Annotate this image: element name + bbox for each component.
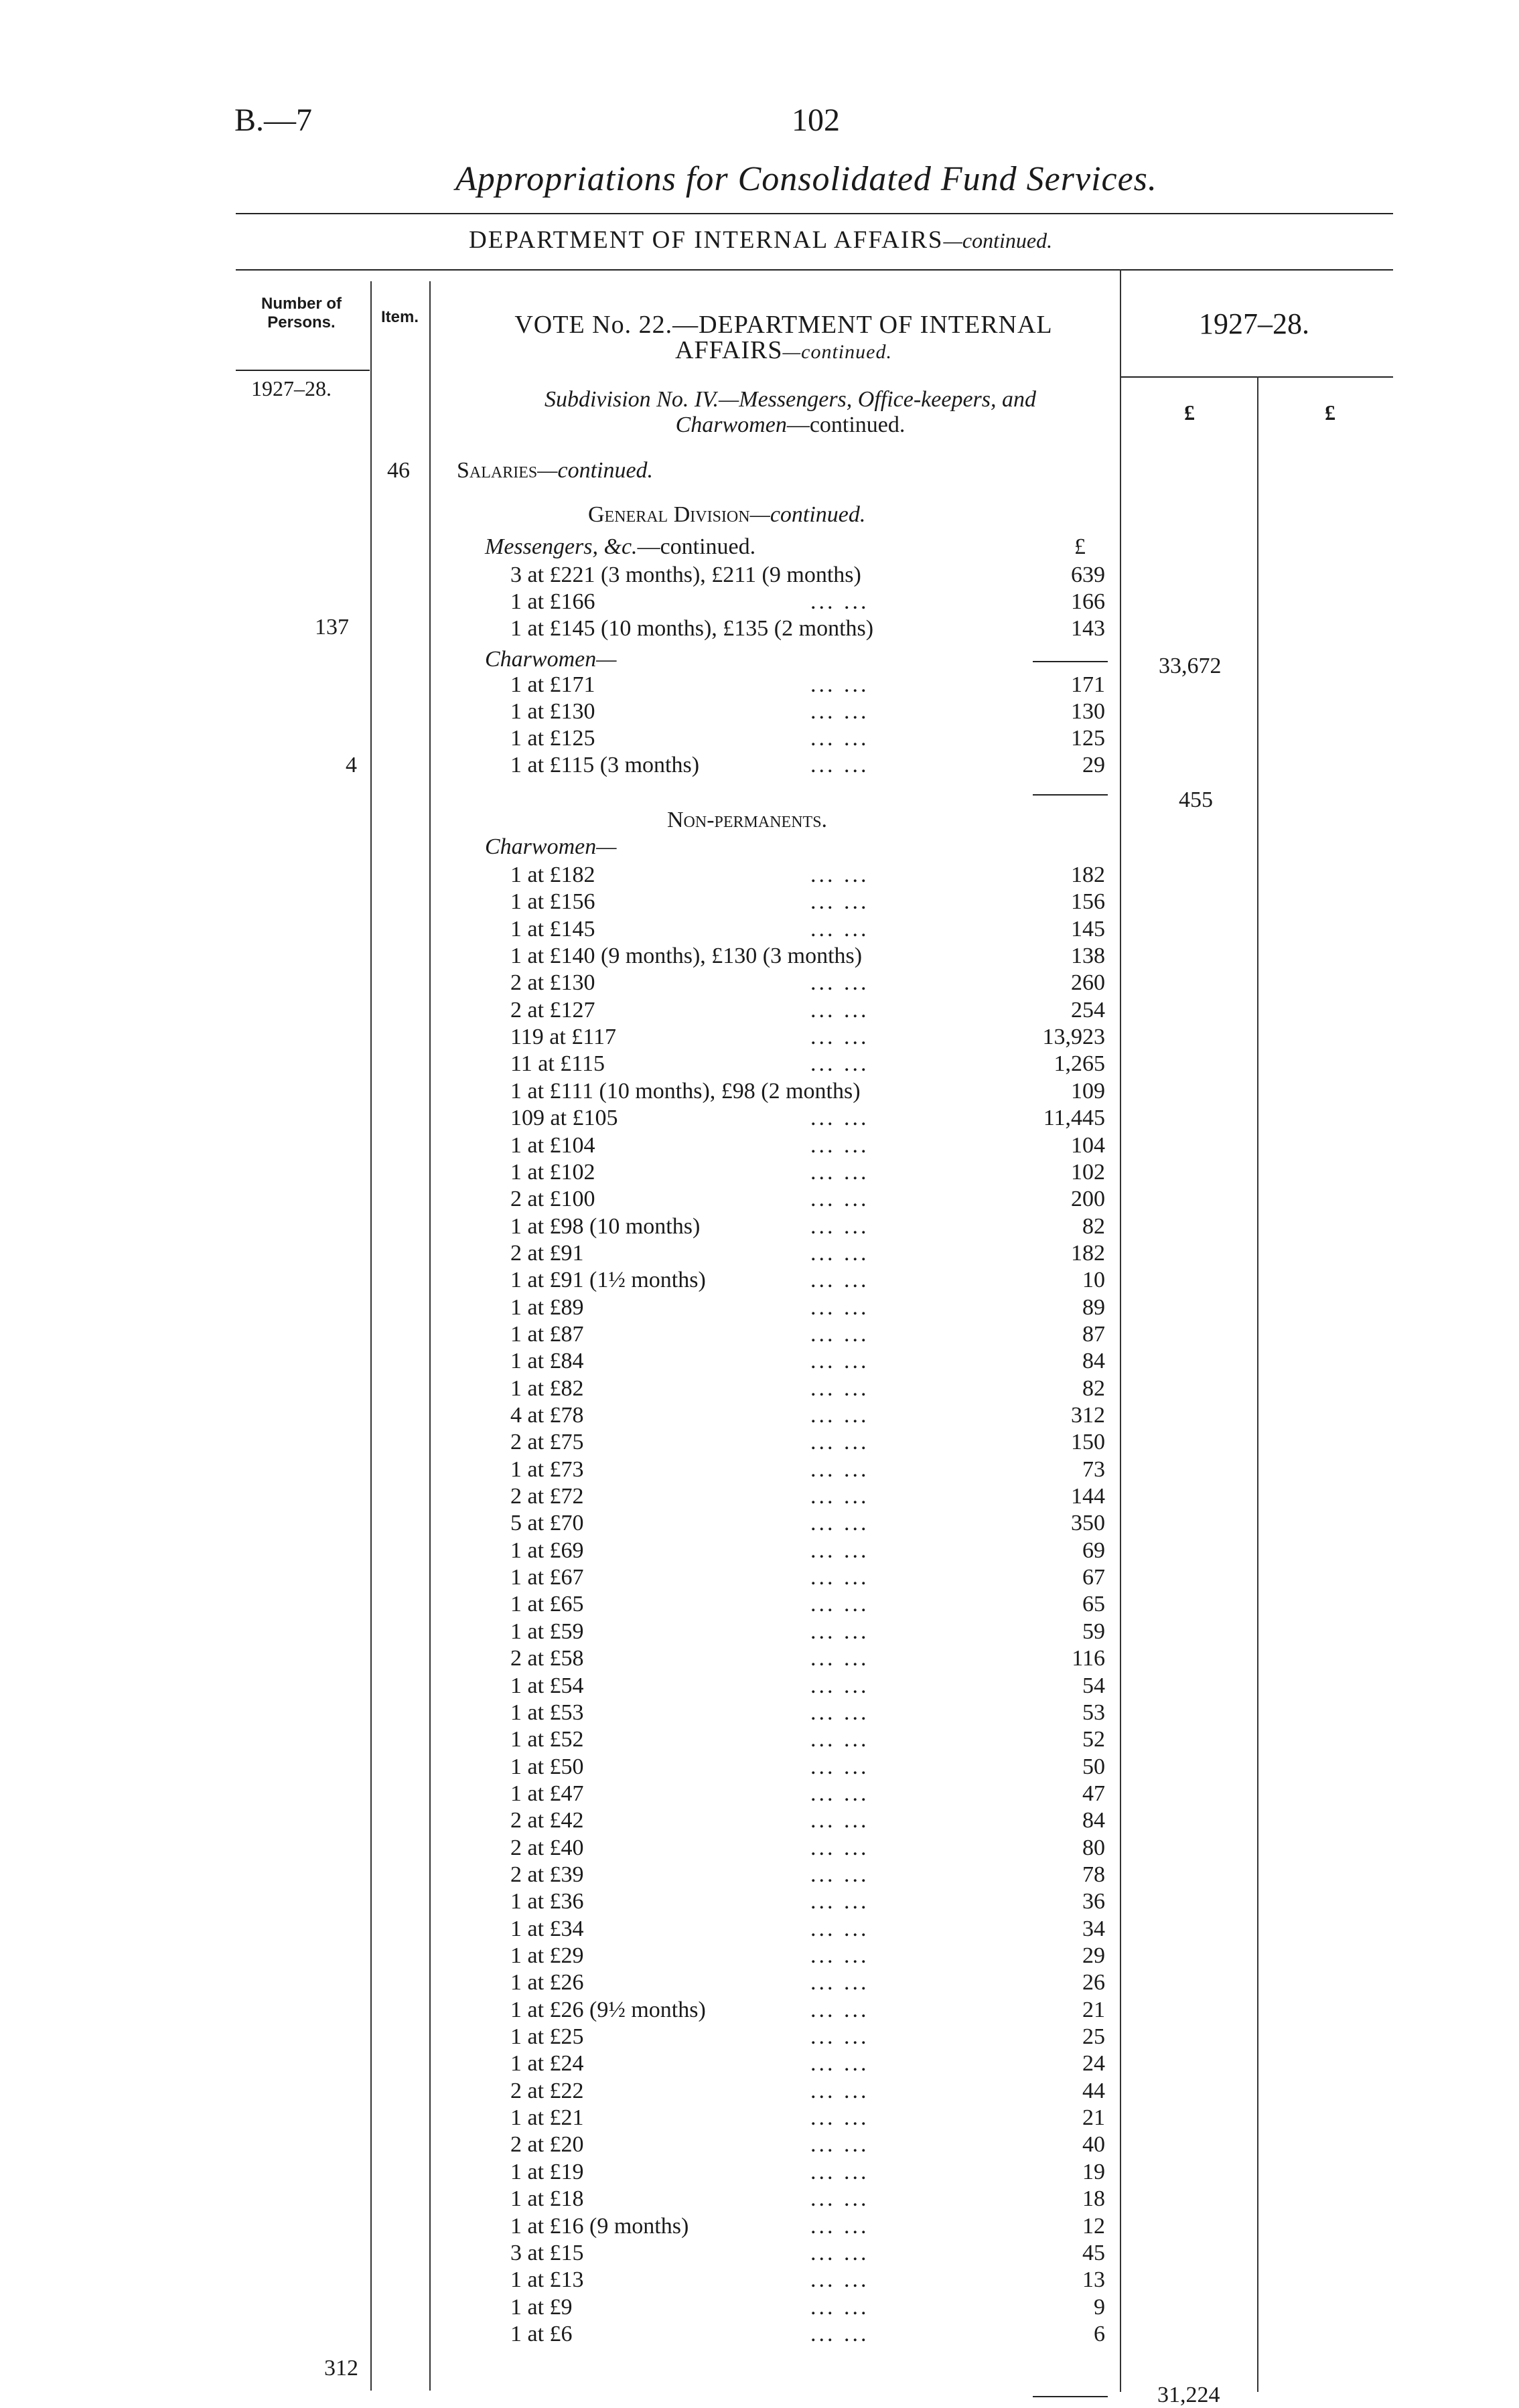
entry-amount: 25 bbox=[1082, 2024, 1105, 2050]
entry-text: 1 at £52 bbox=[510, 1727, 584, 1752]
entry-amount: 6 bbox=[1094, 2321, 1105, 2346]
subtotal-column-line bbox=[1257, 376, 1258, 2392]
entry-text: 3 at £15 bbox=[510, 2240, 584, 2265]
page-title: Appropriations for Consolidated Fund Services. bbox=[455, 160, 1157, 198]
entry-amount: 40 bbox=[1082, 2132, 1105, 2158]
entry-amount: 78 bbox=[1082, 1862, 1105, 1887]
entry-amount: 350 bbox=[1071, 1511, 1105, 1536]
messengers-total: 33,672 bbox=[1159, 654, 1222, 678]
entry-amount: 69 bbox=[1082, 1537, 1105, 1563]
persons-heading-rule bbox=[236, 370, 370, 371]
entry-amount: 104 bbox=[1071, 1132, 1105, 1158]
entry-text: 2 at £42 bbox=[510, 1808, 584, 1833]
entry-text: 1 at £111 (10 months), £98 (2 months) bbox=[510, 1078, 861, 1104]
charwomen-persons: 4 bbox=[346, 753, 357, 777]
entry-amount: 10 bbox=[1082, 1268, 1105, 1293]
entry-amount: 52 bbox=[1082, 1727, 1105, 1752]
entry-text: 2 at £91 bbox=[510, 1240, 584, 1266]
leader-dots: ... ... bbox=[810, 1240, 869, 1266]
entry-text: 1 at £9 bbox=[510, 2294, 573, 2320]
entry-text: 1 at £166 bbox=[510, 589, 595, 614]
leader-dots: ... ... bbox=[810, 1294, 869, 1320]
entry-text: 119 at £117 bbox=[510, 1025, 617, 1050]
leader-dots: ... ... bbox=[810, 1321, 869, 1347]
entry-text: 3 at £221 (3 months), £211 (9 months) bbox=[510, 562, 861, 587]
leader-dots: ... ... bbox=[810, 1403, 869, 1428]
entry-text: 2 at £72 bbox=[510, 1484, 584, 1509]
entry-amount: 145 bbox=[1071, 916, 1105, 942]
leader-dots: ... ... bbox=[810, 2105, 869, 2131]
entry-text: 1 at £29 bbox=[510, 1943, 584, 1968]
entry-amount: 156 bbox=[1071, 889, 1105, 915]
entry-amount: 254 bbox=[1071, 997, 1105, 1023]
subdivision-heading: Subdivision No. IV.—Messengers, Office-keepers, and Charwomen—continued. bbox=[544, 387, 1037, 437]
leader-dots: ... ... bbox=[810, 1592, 869, 1617]
entry-text: 109 at £105 bbox=[510, 1106, 618, 1131]
entry-text: 1 at £26 (9½ months) bbox=[510, 1997, 706, 2022]
entry-text: 2 at £39 bbox=[510, 1862, 584, 1887]
entry-amount: 171 bbox=[1071, 672, 1105, 697]
entry-amount: 182 bbox=[1071, 862, 1105, 887]
leader-dots: ... ... bbox=[810, 970, 869, 996]
charwomen-sum-rule bbox=[1033, 794, 1108, 796]
leader-dots: ... ... bbox=[810, 1375, 869, 1401]
charwomen-total: 455 bbox=[1179, 787, 1213, 812]
leader-dots: ... ... bbox=[810, 753, 869, 777]
entry-amount: 34 bbox=[1082, 1916, 1105, 1941]
entry-amount: 45 bbox=[1082, 2240, 1105, 2265]
leader-dots: ... ... bbox=[810, 1430, 869, 1455]
entry-text: 1 at £73 bbox=[510, 1456, 584, 1482]
entry-amount: 87 bbox=[1082, 1321, 1105, 1347]
entry-text: 1 at £145 (10 months), £135 (2 months) bbox=[510, 616, 874, 641]
number-of-persons-heading: Number of Persons. bbox=[261, 295, 342, 331]
entry-amount: 80 bbox=[1082, 1835, 1105, 1860]
entry-text: 2 at £130 bbox=[510, 970, 595, 996]
entry-amount: 125 bbox=[1071, 726, 1105, 751]
entry-amount: 19 bbox=[1082, 2159, 1105, 2184]
entry-amount: 24 bbox=[1082, 2051, 1105, 2077]
entry-text: 1 at £98 (10 months) bbox=[510, 1213, 701, 1239]
page-reference: B.—7 bbox=[234, 102, 313, 138]
entry-text: 1 at £145 bbox=[510, 916, 595, 942]
entry-amount: 639 bbox=[1071, 562, 1105, 587]
entry-amount: 200 bbox=[1071, 1187, 1105, 1212]
entry-amount: 29 bbox=[1082, 1943, 1105, 1968]
entry-amount: 54 bbox=[1082, 1673, 1105, 1698]
leader-dots: ... ... bbox=[810, 1511, 869, 1536]
entry-text: 1 at £36 bbox=[510, 1889, 584, 1914]
leader-dots: ... ... bbox=[810, 2186, 869, 2212]
entry-amount: 89 bbox=[1082, 1294, 1105, 1320]
entry-amount: 65 bbox=[1082, 1592, 1105, 1617]
non-permanents-total: 31,224 bbox=[1157, 2383, 1220, 2407]
leader-dots: ... ... bbox=[810, 1835, 869, 1860]
entry-text: 1 at £18 bbox=[510, 2186, 584, 2212]
entry-amount: 21 bbox=[1082, 1997, 1105, 2022]
entry-amount: 150 bbox=[1071, 1430, 1105, 1455]
entry-text: 2 at £58 bbox=[510, 1646, 584, 1671]
entry-text: 1 at £47 bbox=[510, 1781, 584, 1806]
entry-text: 5 at £70 bbox=[510, 1511, 584, 1536]
leader-dots: ... ... bbox=[810, 726, 869, 751]
entry-amount: 47 bbox=[1082, 1781, 1105, 1806]
entry-text: 1 at £34 bbox=[510, 1916, 584, 1941]
entry-amount: 26 bbox=[1082, 1970, 1105, 1996]
leader-dots: ... ... bbox=[810, 2078, 869, 2103]
entry-amount: 12 bbox=[1082, 2213, 1105, 2239]
leader-dots: ... ... bbox=[810, 589, 869, 614]
messengers-heading: Messengers, &c.—continued. bbox=[485, 534, 756, 559]
entry-amount: 143 bbox=[1071, 616, 1105, 641]
entry-amount: 29 bbox=[1082, 753, 1105, 777]
leader-dots: ... ... bbox=[810, 672, 869, 697]
entry-text: 1 at £82 bbox=[510, 1375, 584, 1401]
leader-dots: ... ... bbox=[810, 2213, 869, 2239]
entry-amount: 21 bbox=[1082, 2105, 1105, 2131]
year-heading: 1927–28. bbox=[1199, 307, 1309, 340]
entry-text: 2 at £75 bbox=[510, 1430, 584, 1455]
entry-text: 1 at £115 (3 months) bbox=[510, 753, 700, 777]
leader-dots: ... ... bbox=[810, 1565, 869, 1590]
leader-dots: ... ... bbox=[810, 1754, 869, 1779]
entry-amount: 82 bbox=[1082, 1375, 1105, 1401]
leader-dots: ... ... bbox=[810, 2240, 869, 2265]
leader-dots: ... ... bbox=[810, 2267, 869, 2293]
entry-text: 1 at £21 bbox=[510, 2105, 584, 2131]
amount-column-line bbox=[1120, 269, 1121, 2392]
leader-dots: ... ... bbox=[810, 1808, 869, 1833]
entry-amount: 67 bbox=[1082, 1565, 1105, 1590]
entry-text: 2 at £100 bbox=[510, 1187, 595, 1212]
entry-amount: 1,265 bbox=[1054, 1051, 1105, 1077]
leader-dots: ... ... bbox=[810, 1537, 869, 1563]
entry-text: 1 at £65 bbox=[510, 1592, 584, 1617]
item-number: 46 bbox=[387, 458, 410, 483]
entry-amount: 260 bbox=[1071, 970, 1105, 996]
leader-dots: ... ... bbox=[810, 1051, 869, 1077]
entry-text: 1 at £19 bbox=[510, 2159, 584, 2184]
messengers-persons: 137 bbox=[315, 615, 349, 639]
leader-dots: ... ... bbox=[810, 1187, 869, 1212]
leader-dots: ... ... bbox=[810, 1106, 869, 1131]
messengers-pound-sign: £ bbox=[1074, 534, 1086, 559]
leader-dots: ... ... bbox=[810, 1159, 869, 1185]
entry-amount: 130 bbox=[1071, 699, 1105, 724]
entry-text: 1 at £16 (9 months) bbox=[510, 2213, 689, 2239]
leader-dots: ... ... bbox=[810, 1781, 869, 1806]
leader-dots: ... ... bbox=[810, 2051, 869, 2077]
page-number: 102 bbox=[792, 102, 840, 138]
entry-amount: 36 bbox=[1082, 1889, 1105, 1914]
entry-amount: 73 bbox=[1082, 1456, 1105, 1482]
entry-text: 1 at £102 bbox=[510, 1159, 595, 1185]
vote-title: VOTE No. 22.—DEPARTMENT OF INTERNAL AFFAIRS—continued. bbox=[514, 311, 1053, 364]
entry-amount: 18 bbox=[1082, 2186, 1105, 2212]
entry-text: 1 at £125 bbox=[510, 726, 595, 751]
entry-text: 11 at £115 bbox=[510, 1051, 605, 1077]
entry-text: 1 at £13 bbox=[510, 2267, 584, 2293]
pound-column-b: £ bbox=[1325, 400, 1335, 425]
entry-text: 1 at £67 bbox=[510, 1565, 584, 1590]
entry-amount: 166 bbox=[1071, 589, 1105, 614]
persons-year: 1927–28. bbox=[251, 376, 332, 400]
entry-text: 1 at £54 bbox=[510, 1673, 584, 1698]
non-permanents-heading: Non-permanents. bbox=[667, 808, 828, 832]
entry-amount: 84 bbox=[1082, 1808, 1105, 1833]
entry-text: 1 at £182 bbox=[510, 862, 595, 887]
entry-amount: 13,923 bbox=[1042, 1025, 1105, 1050]
persons-column-line bbox=[370, 281, 372, 2391]
entry-text: 2 at £20 bbox=[510, 2132, 584, 2158]
entry-amount: 44 bbox=[1082, 2078, 1105, 2103]
leader-dots: ... ... bbox=[810, 2159, 869, 2184]
entry-amount: 116 bbox=[1072, 1646, 1105, 1671]
entry-text: 1 at £84 bbox=[510, 1349, 584, 1374]
leader-dots: ... ... bbox=[810, 916, 869, 942]
pound-column-a: £ bbox=[1184, 400, 1195, 425]
entry-text: 1 at £171 bbox=[510, 672, 595, 697]
entry-text: 1 at £50 bbox=[510, 1754, 584, 1779]
entry-amount: 84 bbox=[1082, 1349, 1105, 1374]
item-heading: Item. bbox=[380, 308, 419, 326]
leader-dots: ... ... bbox=[810, 2024, 869, 2050]
charwomen-heading: Charwomen— bbox=[485, 647, 617, 672]
entry-amount: 109 bbox=[1071, 1078, 1105, 1104]
entry-amount: 312 bbox=[1071, 1403, 1105, 1428]
non-permanents-persons: 312 bbox=[324, 2356, 358, 2381]
entry-amount: 144 bbox=[1071, 1484, 1105, 1509]
item-column-line bbox=[429, 281, 431, 2391]
leader-dots: ... ... bbox=[810, 997, 869, 1023]
entry-text: 1 at £130 bbox=[510, 699, 595, 724]
department-heading: DEPARTMENT OF INTERNAL AFFAIRS—continued. bbox=[469, 226, 1053, 254]
messengers-sum-rule bbox=[1033, 661, 1108, 662]
entry-amount: 9 bbox=[1094, 2294, 1105, 2320]
entry-text: 1 at £89 bbox=[510, 1294, 584, 1320]
entry-amount: 82 bbox=[1082, 1213, 1105, 1239]
leader-dots: ... ... bbox=[810, 862, 869, 887]
leader-dots: ... ... bbox=[810, 2132, 869, 2158]
entry-text: 1 at £6 bbox=[510, 2321, 573, 2346]
entry-text: 1 at £91 (1½ months) bbox=[510, 1268, 706, 1293]
entry-amount: 138 bbox=[1071, 944, 1105, 969]
entry-text: 1 at £59 bbox=[510, 1619, 584, 1644]
entry-text: 4 at £78 bbox=[510, 1403, 584, 1428]
leader-dots: ... ... bbox=[810, 2321, 869, 2346]
leader-dots: ... ... bbox=[810, 1132, 869, 1158]
entry-amount: 50 bbox=[1082, 1754, 1105, 1779]
entry-amount: 182 bbox=[1071, 1240, 1105, 1266]
entry-text: 1 at £53 bbox=[510, 1700, 584, 1725]
leader-dots: ... ... bbox=[810, 1619, 869, 1644]
entry-text: 1 at £26 bbox=[510, 1970, 584, 1996]
leader-dots: ... ... bbox=[810, 1025, 869, 1050]
entry-text: 2 at £40 bbox=[510, 1835, 584, 1860]
leader-dots: ... ... bbox=[810, 889, 869, 915]
leader-dots: ... ... bbox=[810, 2294, 869, 2320]
entry-text: 1 at £87 bbox=[510, 1321, 584, 1347]
salaries-heading: Salaries—continued. bbox=[457, 458, 654, 483]
entry-amount: 11,445 bbox=[1043, 1106, 1105, 1131]
leader-dots: ... ... bbox=[810, 1862, 869, 1887]
entry-amount: 53 bbox=[1082, 1700, 1105, 1725]
leader-dots: ... ... bbox=[810, 699, 869, 724]
leader-dots: ... ... bbox=[810, 1727, 869, 1752]
leader-dots: ... ... bbox=[810, 1646, 869, 1671]
entry-amount: 59 bbox=[1082, 1619, 1105, 1644]
leader-dots: ... ... bbox=[810, 1456, 869, 1482]
entry-text: 1 at £140 (9 months), £130 (3 months) bbox=[510, 944, 863, 969]
leader-dots: ... ... bbox=[810, 1943, 869, 1968]
leader-dots: ... ... bbox=[810, 1889, 869, 1914]
leader-dots: ... ... bbox=[810, 1673, 869, 1698]
entry-text: 1 at £104 bbox=[510, 1132, 595, 1158]
leader-dots: ... ... bbox=[810, 1997, 869, 2022]
entry-amount: 13 bbox=[1082, 2267, 1105, 2293]
entry-text: 2 at £22 bbox=[510, 2078, 584, 2103]
entry-amount: 102 bbox=[1071, 1159, 1105, 1185]
entry-text: 2 at £127 bbox=[510, 997, 595, 1023]
entry-text: 1 at £156 bbox=[510, 889, 595, 915]
leader-dots: ... ... bbox=[810, 1213, 869, 1239]
amount-heading-rule bbox=[1120, 376, 1393, 378]
leader-dots: ... ... bbox=[810, 1700, 869, 1725]
department-rule bbox=[236, 269, 1393, 271]
entry-text: 1 at £25 bbox=[510, 2024, 584, 2050]
entry-text: 1 at £24 bbox=[510, 2051, 584, 2077]
entry-text: 1 at £69 bbox=[510, 1537, 584, 1563]
leader-dots: ... ... bbox=[810, 1916, 869, 1941]
non-permanents-sum-rule bbox=[1033, 2396, 1108, 2397]
leader-dots: ... ... bbox=[810, 1268, 869, 1293]
np-charwomen-heading: Charwomen— bbox=[485, 834, 617, 859]
leader-dots: ... ... bbox=[810, 1970, 869, 1996]
general-division-heading: General Division—continued. bbox=[588, 502, 866, 527]
title-rule bbox=[236, 213, 1393, 214]
leader-dots: ... ... bbox=[810, 1349, 869, 1374]
leader-dots: ... ... bbox=[810, 1484, 869, 1509]
